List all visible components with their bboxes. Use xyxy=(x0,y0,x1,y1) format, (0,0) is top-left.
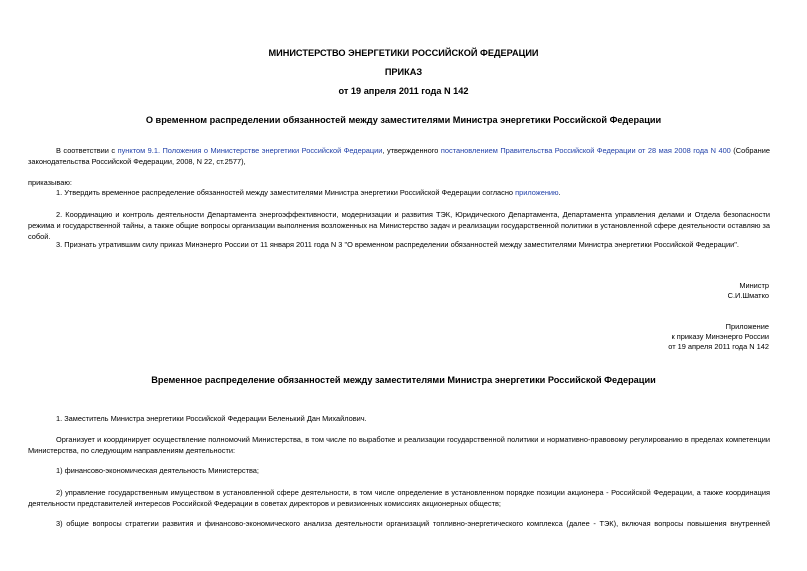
appendix-order-ref: к приказу Минэнерго России xyxy=(671,332,769,341)
item-1 xyxy=(56,187,770,198)
appendix-label: Приложение xyxy=(725,322,769,331)
appendix-link[interactable]: приложению xyxy=(515,188,559,197)
item-3: 3. Признать утратившим силу приказ Минэнерго России от 11 января 2011 года N 3 "О временном распределении обязанностей между заместителями Министра энергетики Российской Федерации". xyxy=(56,240,739,249)
preamble-text-1: В соответствии с xyxy=(56,146,118,155)
appendix-title: Временное распределение обязанностей между заместителями Министра энергетики Российской Федерации xyxy=(151,375,656,385)
appendix-paragraph-4: 2) управление государственным имуществом в установленной сфере деятельности, в том числе определение в установленном порядке позиции акционера - Российской Федерации, а также координация деятельности представителей интересов Российской Федерации в советах директоров и ревизионных комиссиях акционерных обществ; xyxy=(28,488,770,508)
signature-name: С.И.Шматко xyxy=(727,291,769,300)
document-title: О временном распределении обязанностей между заместителями Министра энергетики Российской Федерации xyxy=(145,115,662,125)
preamble-paragraph xyxy=(28,145,770,167)
doc-type-heading: ПРИКАЗ xyxy=(384,67,423,77)
preamble-text-2: , утвержденного xyxy=(382,146,441,155)
appendix-paragraph-5: 3) общие вопросы стратегии развития и финансово-экономического анализа деятельности организаций топливно-энергетического комплекса (далее - ТЭК), включая вопросы повышения внутренней xyxy=(56,519,770,528)
signature-position: Министр xyxy=(739,281,769,290)
appendix-paragraph-1: 1. Заместитель Министра энергетики Российской Федерации Беленький Дан Михайлович. xyxy=(56,414,367,423)
government-decree-link[interactable]: постановлением Правительства Российской Федерации от 28 мая 2008 года N 400 xyxy=(440,146,731,155)
order-word: приказываю: xyxy=(28,178,72,187)
ministry-heading: МИНИСТЕРСТВО ЭНЕРГЕТИКИ РОССИЙСКОЙ ФЕДЕРАЦИИ xyxy=(268,48,539,58)
appendix-paragraph-3: 1) финансово-экономическая деятельность Министерства; xyxy=(56,466,259,475)
item-1-text: 1. Утвердить временное распределение обязанностей между заместителями Министра энергетики Российской Федерации согласно xyxy=(56,188,516,197)
appendix-date-ref: от 19 апреля 2011 года N 142 xyxy=(668,342,769,351)
date-number-heading: от 19 апреля 2011 года N 142 xyxy=(338,86,469,96)
item-1-end: . xyxy=(558,188,561,197)
preamble-text-3: (Собрание законодательства Российской Федерации, 2008, N 22, ст.2577), xyxy=(28,146,770,166)
item-2: 2. Координацию и контроль деятельности Департамента энергоэффективности, модернизации и развития ТЭК, Юридического Департамента, Департамента управления делами и Отдела безопасности режима и государственной тайны, а также общие вопросы организации выполнения возложенных на Министерство задач и реализации государственной политики в установленной сфере деятельности оставляю за собой. xyxy=(28,210,770,241)
appendix-paragraph-2: Организует и координирует осуществление полномочий Министерства, в том числе по выработке и реализации государственной политики и нормативно-правовому регулированию в пределах компетенции Министерства, по следующим направлениям деятельности: xyxy=(28,435,770,455)
regulation-link[interactable]: пунктом 9.1. Положения о Министерстве энергетики Российской Федерации xyxy=(117,146,383,155)
